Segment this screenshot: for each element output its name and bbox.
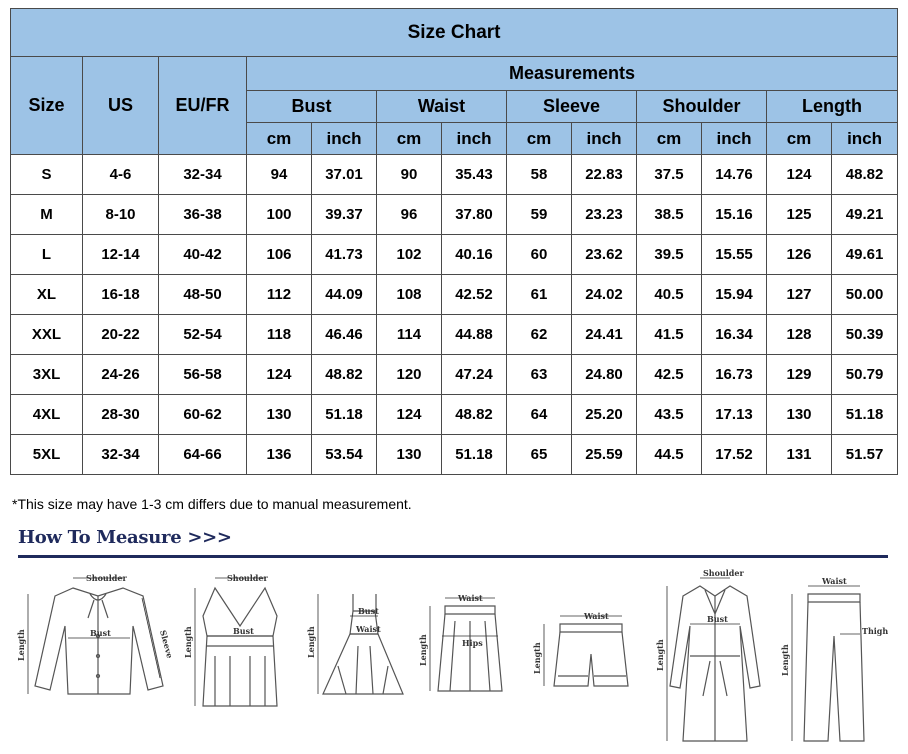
table-cell: 94 [247,155,312,195]
table-cell: 39.37 [312,195,377,235]
skirt-figure [420,566,520,716]
table-cell: 64-66 [159,435,247,475]
measurement-note: *This size may have 1-3 cm differs due to manual measurement. [12,496,412,512]
table-cell: 136 [247,435,312,475]
table-cell: 17.52 [702,435,767,475]
table-cell: 24.41 [572,315,637,355]
table-cell: 47.24 [442,355,507,395]
tank-length-label: Length [183,626,193,658]
table-cell: 24.02 [572,275,637,315]
table-cell: S [11,155,83,195]
size-rows [11,155,898,475]
table-cell: 124 [767,155,832,195]
table-cell: 63 [507,355,572,395]
table-cell: 37.01 [312,155,377,195]
pants-illustration [780,566,890,754]
table-row [11,195,898,235]
table-cell: 50.79 [832,355,898,395]
dress-bust-label: Bust [358,606,379,616]
table-cell: 42.52 [442,275,507,315]
group-shoulder: Shoulder [637,91,767,123]
table-cell: 40.16 [442,235,507,275]
pants-figure [780,566,890,754]
shorts-length-label: Length [532,642,542,674]
table-cell: 90 [377,155,442,195]
table-cell: 51.18 [312,395,377,435]
table-cell: 60 [507,235,572,275]
shorts-illustration [532,566,652,716]
table-cell: 39.5 [637,235,702,275]
table-cell: 56-58 [159,355,247,395]
group-waist: Waist [377,91,507,123]
table-cell: 15.55 [702,235,767,275]
table-cell: 15.94 [702,275,767,315]
table-cell: 48.82 [832,155,898,195]
table-cell: 106 [247,235,312,275]
table-cell: 131 [767,435,832,475]
table-cell: 112 [247,275,312,315]
table-row [11,235,898,275]
pants-waist-label: Waist [822,576,847,586]
table-cell: 32-34 [83,435,159,475]
table-cell: 53.54 [312,435,377,475]
table-title: Size Chart [11,9,898,57]
table-cell: 128 [767,315,832,355]
unit-header: cm [767,123,832,155]
unit-header: cm [507,123,572,155]
unit-header: cm [247,123,312,155]
table-cell: 96 [377,195,442,235]
table-cell: 14.76 [702,155,767,195]
table-cell: 130 [247,395,312,435]
table-cell: 43.5 [637,395,702,435]
table-cell: 8-10 [83,195,159,235]
how-to-measure-heading: How To Measure >>> [18,527,232,548]
unit-header: cm [377,123,442,155]
table-cell: 61 [507,275,572,315]
table-cell: 40-42 [159,235,247,275]
table-cell: 25.59 [572,435,637,475]
dress-length-label: Length [306,626,316,658]
unit-header: inch [572,123,637,155]
table-cell: 20-22 [83,315,159,355]
table-cell: 58 [507,155,572,195]
table-cell: XL [11,275,83,315]
tank-shoulder-label: Shoulder [227,573,268,583]
skirt-length-label: Length [418,634,428,666]
table-cell: 64 [507,395,572,435]
unit-header: cm [637,123,702,155]
table-row [11,395,898,435]
table-cell: 48.82 [312,355,377,395]
dress-figure [308,566,418,716]
table-cell: 48-50 [159,275,247,315]
table-cell: 28-30 [83,395,159,435]
table-cell: 49.61 [832,235,898,275]
table-cell: 48.82 [442,395,507,435]
eu-fr-header: EU/FR [159,57,247,155]
pants-length-label: Length [780,644,790,676]
table-row [11,315,898,355]
table-row [11,275,898,315]
table-cell: 46.46 [312,315,377,355]
table-cell: 42.5 [637,355,702,395]
shirt-shoulder-label: Shoulder [86,573,127,583]
table-cell: 41.5 [637,315,702,355]
table-cell: 60-62 [159,395,247,435]
table-cell: 17.13 [702,395,767,435]
skirt-waist-label: Waist [458,593,483,603]
table-cell: 130 [377,435,442,475]
table-cell: 4XL [11,395,83,435]
table-cell: 25.20 [572,395,637,435]
tank-figure [185,566,295,716]
tank-illustration [185,566,295,716]
table-cell: 35.43 [442,155,507,195]
coat-shoulder-label: Shoulder [703,568,744,578]
size-chart-table [10,8,898,475]
table-cell: 118 [247,315,312,355]
table-cell: 5XL [11,435,83,475]
table-cell: 129 [767,355,832,395]
table-cell: 22.83 [572,155,637,195]
shirt-figure [18,566,178,716]
table-cell: 49.21 [832,195,898,235]
group-length: Length [767,91,898,123]
table-cell: 50.39 [832,315,898,355]
table-cell: 102 [377,235,442,275]
table-cell: 51.18 [442,435,507,475]
table-cell: 4-6 [83,155,159,195]
table-cell: 124 [247,355,312,395]
table-cell: 125 [767,195,832,235]
table-cell: 23.23 [572,195,637,235]
heading-underline [18,555,888,558]
table-cell: 3XL [11,355,83,395]
table-cell: L [11,235,83,275]
table-cell: 16.34 [702,315,767,355]
table-cell: 52-54 [159,315,247,355]
unit-header: inch [442,123,507,155]
table-cell: 44.88 [442,315,507,355]
group-bust: Bust [247,91,377,123]
table-cell: 41.73 [312,235,377,275]
table-cell: 16.73 [702,355,767,395]
coat-illustration [655,566,775,754]
table-cell: 16-18 [83,275,159,315]
table-cell: 127 [767,275,832,315]
tank-bust-label: Bust [233,626,254,636]
table-cell: 44.09 [312,275,377,315]
table-cell: 37.80 [442,195,507,235]
table-cell: 126 [767,235,832,275]
table-cell: 23.62 [572,235,637,275]
unit-header: inch [832,123,898,155]
table-cell: 62 [507,315,572,355]
skirt-illustration [420,566,520,716]
table-row [11,435,898,475]
table-cell: M [11,195,83,235]
table-cell: 12-14 [83,235,159,275]
table-cell: 108 [377,275,442,315]
table-cell: 40.5 [637,275,702,315]
shirt-illustration [18,566,178,716]
table-cell: 38.5 [637,195,702,235]
coat-length-label: Length [655,639,665,671]
coat-figure [655,566,775,754]
table-cell: 65 [507,435,572,475]
table-cell: 51.57 [832,435,898,475]
pants-thigh-label: Thigh [862,626,889,636]
coat-bust-label: Bust [707,614,728,624]
measurements-header: Measurements [247,57,898,91]
table-cell: 24.80 [572,355,637,395]
unit-header: inch [702,123,767,155]
table-cell: 130 [767,395,832,435]
size-header: Size [11,57,83,155]
table-cell: 59 [507,195,572,235]
skirt-hips-label: Hips [462,638,483,648]
table-row [11,355,898,395]
us-header: US [83,57,159,155]
table-cell: 120 [377,355,442,395]
group-sleeve: Sleeve [507,91,637,123]
table-cell: 100 [247,195,312,235]
shirt-length-label: Length [16,629,26,661]
table-cell: 32-34 [159,155,247,195]
shorts-figure [532,566,652,716]
shorts-waist-label: Waist [584,611,609,621]
shirt-sleeve-label: Sleeve [158,628,176,660]
table-cell: XXL [11,315,83,355]
table-cell: 114 [377,315,442,355]
unit-header: inch [312,123,377,155]
table-row [11,155,898,195]
table-cell: 44.5 [637,435,702,475]
dress-illustration [308,566,418,716]
table-cell: 124 [377,395,442,435]
table-cell: 24-26 [83,355,159,395]
dress-waist-label: Waist [356,624,381,634]
table-cell: 51.18 [832,395,898,435]
table-cell: 15.16 [702,195,767,235]
table-cell: 50.00 [832,275,898,315]
table-cell: 36-38 [159,195,247,235]
shirt-bust-label: Bust [90,628,111,638]
table-cell: 37.5 [637,155,702,195]
